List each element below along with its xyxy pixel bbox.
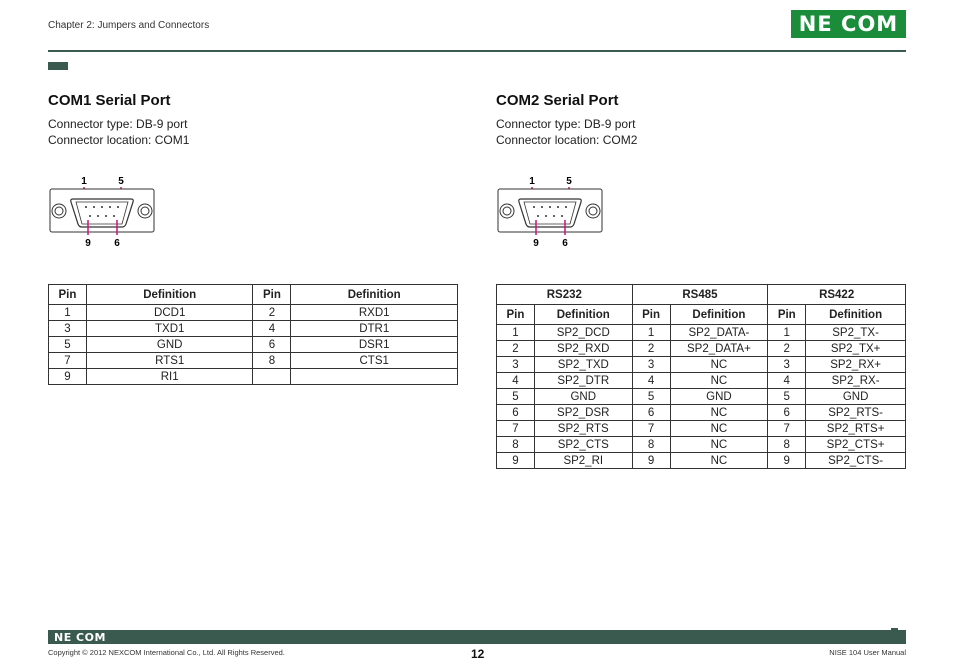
table-cell: GND [806, 389, 906, 405]
table-cell: SP2_DATA+ [670, 341, 768, 357]
table-row [497, 453, 906, 469]
nexcom-logo: NE COM [791, 10, 906, 38]
table-cell: SP2_DCD [534, 325, 632, 341]
table-cell: 9 [497, 453, 535, 469]
table-cell [253, 369, 291, 385]
table-cell: 9 [768, 453, 806, 469]
table-cell: SP2_TX+ [806, 341, 906, 357]
table-cell: 8 [497, 437, 535, 453]
table-header-row [49, 285, 458, 305]
com1-pin-label-1: 1 [81, 176, 87, 187]
table-cell [291, 369, 458, 385]
com1-connector-location: Connector location: COM1 [48, 133, 190, 147]
table-cell: 3 [49, 321, 87, 337]
table-cell: SP2_TX- [806, 325, 906, 341]
table-row [497, 389, 906, 405]
table-cell: 6 [497, 405, 535, 421]
table-cell: 8 [768, 437, 806, 453]
group-header-rs422: RS422 [768, 285, 906, 305]
table-cell: 2 [253, 305, 291, 321]
table-header-row [497, 305, 906, 325]
page-number: 12 [471, 647, 485, 661]
table-row [49, 369, 458, 385]
table-cell: SP2_RTS- [806, 405, 906, 421]
table-cell: 1 [632, 325, 670, 341]
table-cell: 1 [497, 325, 535, 341]
col-header: Pin [632, 305, 670, 325]
com2-pin-label-5: 5 [566, 176, 572, 187]
table-cell: 9 [632, 453, 670, 469]
table-cell: SP2_DTR [534, 373, 632, 389]
table-cell: SP2_RTS+ [806, 421, 906, 437]
table-cell: 3 [497, 357, 535, 373]
com1-pin-label-5: 5 [118, 176, 124, 187]
col-header: Definition [806, 305, 906, 325]
footer-accent-square [899, 637, 906, 644]
com2-pin-label-1: 1 [529, 176, 535, 187]
table-group-row [497, 285, 906, 305]
header-accent-block [48, 62, 68, 70]
col-header: Pin [497, 305, 535, 325]
table-cell: DTR1 [291, 321, 458, 337]
table-cell: SP2_TXD [534, 357, 632, 373]
table-row [497, 341, 906, 357]
group-header-rs485: RS485 [632, 285, 768, 305]
footer-accent-square [891, 628, 898, 635]
footer-copyright: Copyright © 2012 NEXCOM International Co., Ltd. All Rights Reserved. [48, 648, 285, 657]
table-row [497, 405, 906, 421]
table-cell: 6 [253, 337, 291, 353]
table-cell: GND [86, 337, 253, 353]
table-cell: NC [670, 421, 768, 437]
table-cell: 9 [49, 369, 87, 385]
com2-pin-label-9: 9 [533, 238, 539, 249]
table-cell: 4 [497, 373, 535, 389]
col-header: Definition [86, 285, 253, 305]
com1-pin-label-6: 6 [114, 238, 120, 249]
table-cell: 6 [768, 405, 806, 421]
table-cell: 5 [497, 389, 535, 405]
footer-logo: NE COM [54, 631, 106, 644]
table-cell: 7 [49, 353, 87, 369]
table-cell: SP2_CTS- [806, 453, 906, 469]
table-cell: 5 [632, 389, 670, 405]
table-row [497, 325, 906, 341]
table-row [497, 421, 906, 437]
table-cell: NC [670, 453, 768, 469]
table-row [49, 337, 458, 353]
table-row [497, 437, 906, 453]
table-cell: 5 [49, 337, 87, 353]
table-cell: DSR1 [291, 337, 458, 353]
table-cell: 8 [253, 353, 291, 369]
table-cell: SP2_CTS [534, 437, 632, 453]
table-cell: 2 [632, 341, 670, 357]
table-cell: 8 [632, 437, 670, 453]
col-header: Pin [49, 285, 87, 305]
com1-pin-label-9: 9 [85, 238, 91, 249]
table-cell: NC [670, 437, 768, 453]
com1-connector-type: Connector type: DB-9 port [48, 117, 188, 131]
com1-pin-table [48, 284, 458, 385]
col-header: Definition [670, 305, 768, 325]
com2-title: COM2 Serial Port [496, 92, 619, 109]
table-cell: GND [670, 389, 768, 405]
com2-db9-diagram [494, 172, 606, 250]
table-cell: 2 [768, 341, 806, 357]
col-header: Pin [253, 285, 291, 305]
table-row [49, 353, 458, 369]
table-cell: 6 [632, 405, 670, 421]
table-cell: NC [670, 405, 768, 421]
table-cell: 5 [768, 389, 806, 405]
table-row [497, 373, 906, 389]
header-divider [48, 50, 906, 52]
table-cell: 1 [49, 305, 87, 321]
table-cell: 3 [768, 357, 806, 373]
table-cell: 3 [632, 357, 670, 373]
table-cell: TXD1 [86, 321, 253, 337]
table-cell: SP2_RTS [534, 421, 632, 437]
table-row [49, 305, 458, 321]
table-cell: 4 [768, 373, 806, 389]
chapter-title: Chapter 2: Jumpers and Connectors [48, 20, 210, 31]
table-cell: SP2_DSR [534, 405, 632, 421]
table-cell: 7 [768, 421, 806, 437]
com1-title: COM1 Serial Port [48, 92, 171, 109]
table-row [497, 357, 906, 373]
table-cell: 7 [632, 421, 670, 437]
manual-name: NISE 104 User Manual [829, 648, 906, 657]
group-header-rs232: RS232 [497, 285, 633, 305]
com2-pin-label-6: 6 [562, 238, 568, 249]
table-row [49, 321, 458, 337]
com2-connector-type: Connector type: DB-9 port [496, 117, 636, 131]
table-cell: NC [670, 373, 768, 389]
table-cell: RI1 [86, 369, 253, 385]
com2-pin-table [496, 284, 906, 469]
table-cell: 1 [768, 325, 806, 341]
table-cell: SP2_CTS+ [806, 437, 906, 453]
table-cell: RTS1 [86, 353, 253, 369]
com2-connector-location: Connector location: COM2 [496, 133, 638, 147]
table-cell: SP2_RX- [806, 373, 906, 389]
table-cell: SP2_RXD [534, 341, 632, 357]
table-cell: CTS1 [291, 353, 458, 369]
table-cell: SP2_DATA- [670, 325, 768, 341]
table-cell: DCD1 [86, 305, 253, 321]
table-cell: RXD1 [291, 305, 458, 321]
table-cell: NC [670, 357, 768, 373]
table-cell: 4 [632, 373, 670, 389]
table-cell: 4 [253, 321, 291, 337]
table-cell: 2 [497, 341, 535, 357]
table-cell: 7 [497, 421, 535, 437]
col-header: Definition [291, 285, 458, 305]
table-cell: SP2_RI [534, 453, 632, 469]
table-cell: SP2_RX+ [806, 357, 906, 373]
com1-db9-diagram [46, 172, 158, 250]
footer-bar [48, 630, 906, 644]
table-cell: GND [534, 389, 632, 405]
col-header: Pin [768, 305, 806, 325]
col-header: Definition [534, 305, 632, 325]
